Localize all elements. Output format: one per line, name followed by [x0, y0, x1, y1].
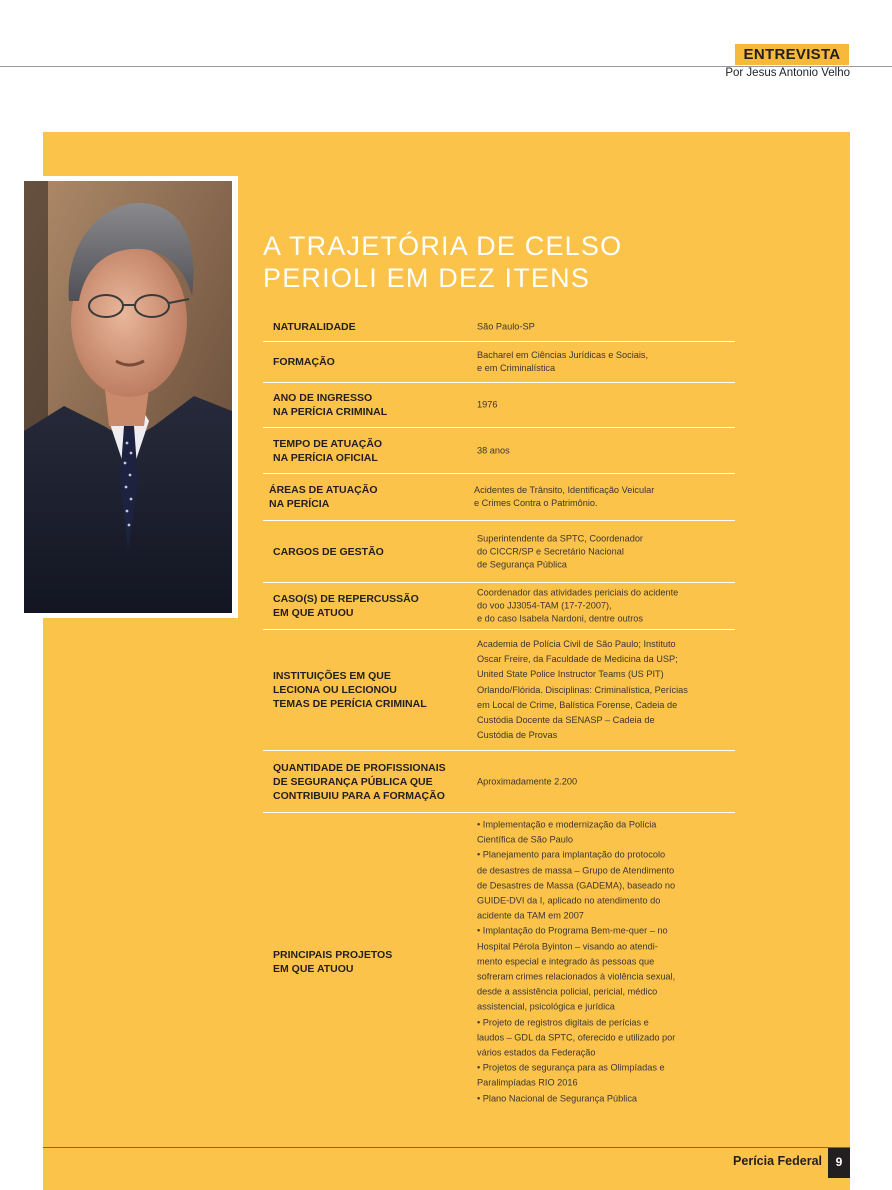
- section-tag: ENTREVISTA: [735, 44, 849, 65]
- row-label-line: INSTITUIÇÕES EM QUE: [273, 670, 391, 682]
- row-label: [273, 948, 458, 976]
- row-value-line: Coordenador das atividades periciais do acidente: [477, 587, 679, 598]
- row-ano-ingresso: [263, 383, 735, 428]
- row-areas-atuacao: [263, 474, 735, 521]
- row-value-line: Custódia de Provas: [477, 730, 558, 741]
- row-value-line: • Planejamento para implantação do protocolo: [477, 849, 666, 860]
- row-value-line: do voo JJ3054-TAM (17-7-2007),: [477, 600, 612, 611]
- row-value-line: em Local de Crime, Balística Forense, Cadeia de: [477, 699, 678, 710]
- row-value-line: mento especial e integrado às pessoas que: [477, 956, 655, 967]
- row-label-line: NA PERÍCIA CRIMINAL: [273, 406, 388, 418]
- row-label-line: CARGOS DE GESTÃO: [273, 545, 384, 558]
- row-label: [273, 545, 458, 559]
- row-value-line: Orlando/Flórida. Disciplinas: Criminalística, Perícias: [477, 684, 688, 695]
- row-value-line: laudos – GDL da SPTC, oferecido e utilizado por: [477, 1032, 676, 1043]
- row-quantidade-profissionais: [263, 751, 735, 813]
- row-label-line: QUANTIDADE DE PROFISSIONAIS: [273, 761, 446, 774]
- row-value-line: Custódia Docente da SENASP – Cadeia de: [477, 714, 655, 725]
- row-label-line: NA PERÍCIA OFICIAL: [273, 451, 378, 464]
- page-number: 9: [828, 1148, 850, 1178]
- row-label: [273, 592, 458, 620]
- row-label-line: TEMPO DE ATUAÇÃO: [273, 437, 383, 450]
- row-label-line: NA PERÍCIA: [269, 498, 330, 510]
- row-value-line: • Projeto de registros digitais de perícias e: [477, 1017, 649, 1028]
- row-value-line: Acidentes de Trânsito, Identificação Veicular: [474, 485, 655, 495]
- row-label-line: CASO(S) DE REPERCUSSÃO: [273, 593, 419, 605]
- row-value-line: Paralimpíadas RIO 2016: [477, 1078, 578, 1089]
- row-label-line: DE SEGURANÇA PÚBLICA QUE: [273, 775, 433, 788]
- row-label-line: ÁREAS DE ATUAÇÃO: [269, 484, 378, 496]
- row-label-line: NATURALIDADE: [273, 320, 356, 333]
- row-label: [273, 320, 458, 334]
- headline-line-1: A TRAJETÓRIA DE CELSO: [263, 231, 623, 261]
- row-casos-repercussao: [263, 583, 735, 630]
- row-value-line: do CICCR/SP e Secretário Nacional: [477, 546, 624, 556]
- row-value-line: United State Police Instructor Teams (US PIT): [477, 669, 664, 680]
- row-label-line: EM QUE ATUOU: [273, 963, 354, 975]
- row-value-line: sofreram crimes relacionados à violência sexual,: [477, 971, 676, 982]
- row-value: [477, 349, 717, 375]
- row-value-line: Bacharel em Ciências Jurídicas e Sociais,: [477, 350, 649, 360]
- info-table: [263, 312, 735, 1111]
- portrait-image: [24, 181, 232, 613]
- row-value: [474, 484, 714, 510]
- row-value-line: Aproximadamente 2.200: [477, 776, 578, 786]
- row-label-line: LECIONA OU LECIONOU: [273, 684, 397, 696]
- row-label-line: ANO DE INGRESSO: [273, 392, 373, 404]
- row-value: [477, 818, 717, 1107]
- row-principais-projetos: [263, 813, 735, 1111]
- row-value-line: de Segurança Pública: [477, 559, 567, 569]
- row-value: [477, 775, 717, 788]
- row-value-line: 1976: [477, 399, 498, 410]
- row-value-line: Oscar Freire, da Faculdade de Medicina da USP;: [477, 653, 678, 664]
- row-label: [273, 669, 458, 711]
- row-value-line: vários estados da Federação: [477, 1047, 596, 1058]
- row-value-line: Científica de São Paulo: [477, 834, 574, 845]
- row-value-line: assistencial, psicológica e jurídica: [477, 1002, 615, 1013]
- row-value-line: • Plano Nacional de Segurança Pública: [477, 1093, 638, 1104]
- row-value: [477, 444, 717, 457]
- row-label: [273, 391, 458, 419]
- row-value-line: • Implementação e modernização da Polícia: [477, 819, 657, 830]
- row-label-line: FORMAÇÃO: [273, 356, 335, 368]
- row-value-line: 38 anos: [477, 445, 510, 455]
- row-value-line: e Crimes Contra o Patrimônio.: [474, 498, 598, 508]
- row-naturalidade: [263, 312, 735, 342]
- byline: Por Jesus Antonio Velho: [725, 67, 850, 79]
- row-value-line: Hospital Pérola Byinton – visando ao atendi-: [477, 941, 658, 952]
- row-value-line: de Desastres de Massa (GADEMA), baseado no: [477, 880, 676, 891]
- row-value: [477, 637, 717, 743]
- row-label-line: PRINCIPAIS PROJETOS: [273, 949, 393, 961]
- row-label-line: TEMAS DE PERÍCIA CRIMINAL: [273, 698, 427, 710]
- row-label: [269, 483, 454, 511]
- row-value-line: de desastres de massa – Grupo de Atendimento: [477, 865, 675, 876]
- row-label: [273, 761, 473, 803]
- magazine-title: Perícia Federal: [733, 1154, 822, 1168]
- row-instituicoes: [263, 630, 735, 751]
- footer-rule: [43, 1147, 850, 1148]
- row-value: [477, 320, 717, 333]
- row-value-line: Superintendente da SPTC, Coordenador: [477, 533, 643, 543]
- row-value-line: São Paulo-SP: [477, 321, 535, 331]
- row-cargos-gestao: [263, 521, 735, 583]
- row-value-line: acidente da TAM em 2007: [477, 910, 584, 921]
- row-value-line: e em Criminalística: [477, 363, 556, 373]
- headline: [263, 230, 733, 294]
- row-value: [477, 399, 717, 412]
- headline-line-2: PERIOLI EM DEZ ITENS: [263, 263, 591, 293]
- portrait-photo: [18, 176, 238, 618]
- row-value: [477, 587, 717, 626]
- row-value-line: Academia de Polícia Civil de São Paulo; Instituto: [477, 638, 676, 649]
- row-value-line: e do caso Isabela Nardoni, dentre outros: [477, 613, 643, 624]
- row-value-line: desde a assistência policial, pericial, médico: [477, 986, 658, 997]
- row-label: [273, 437, 458, 465]
- row-tempo-atuacao: [263, 428, 735, 474]
- row-label-line: EM QUE ATUOU: [273, 607, 354, 619]
- row-value-line: • Implantação do Programa Bem-me-quer – no: [477, 925, 668, 936]
- row-value-line: GUIDE-DVI da I, aplicado no atendimento do: [477, 895, 661, 906]
- row-label: [273, 355, 458, 369]
- row-value-line: • Projetos de segurança para as Olimpíadas e: [477, 1062, 665, 1073]
- row-formacao: [263, 342, 735, 383]
- row-value: [477, 532, 717, 571]
- row-label-line: CONTRIBUIU PARA A FORMAÇÃO: [273, 789, 445, 802]
